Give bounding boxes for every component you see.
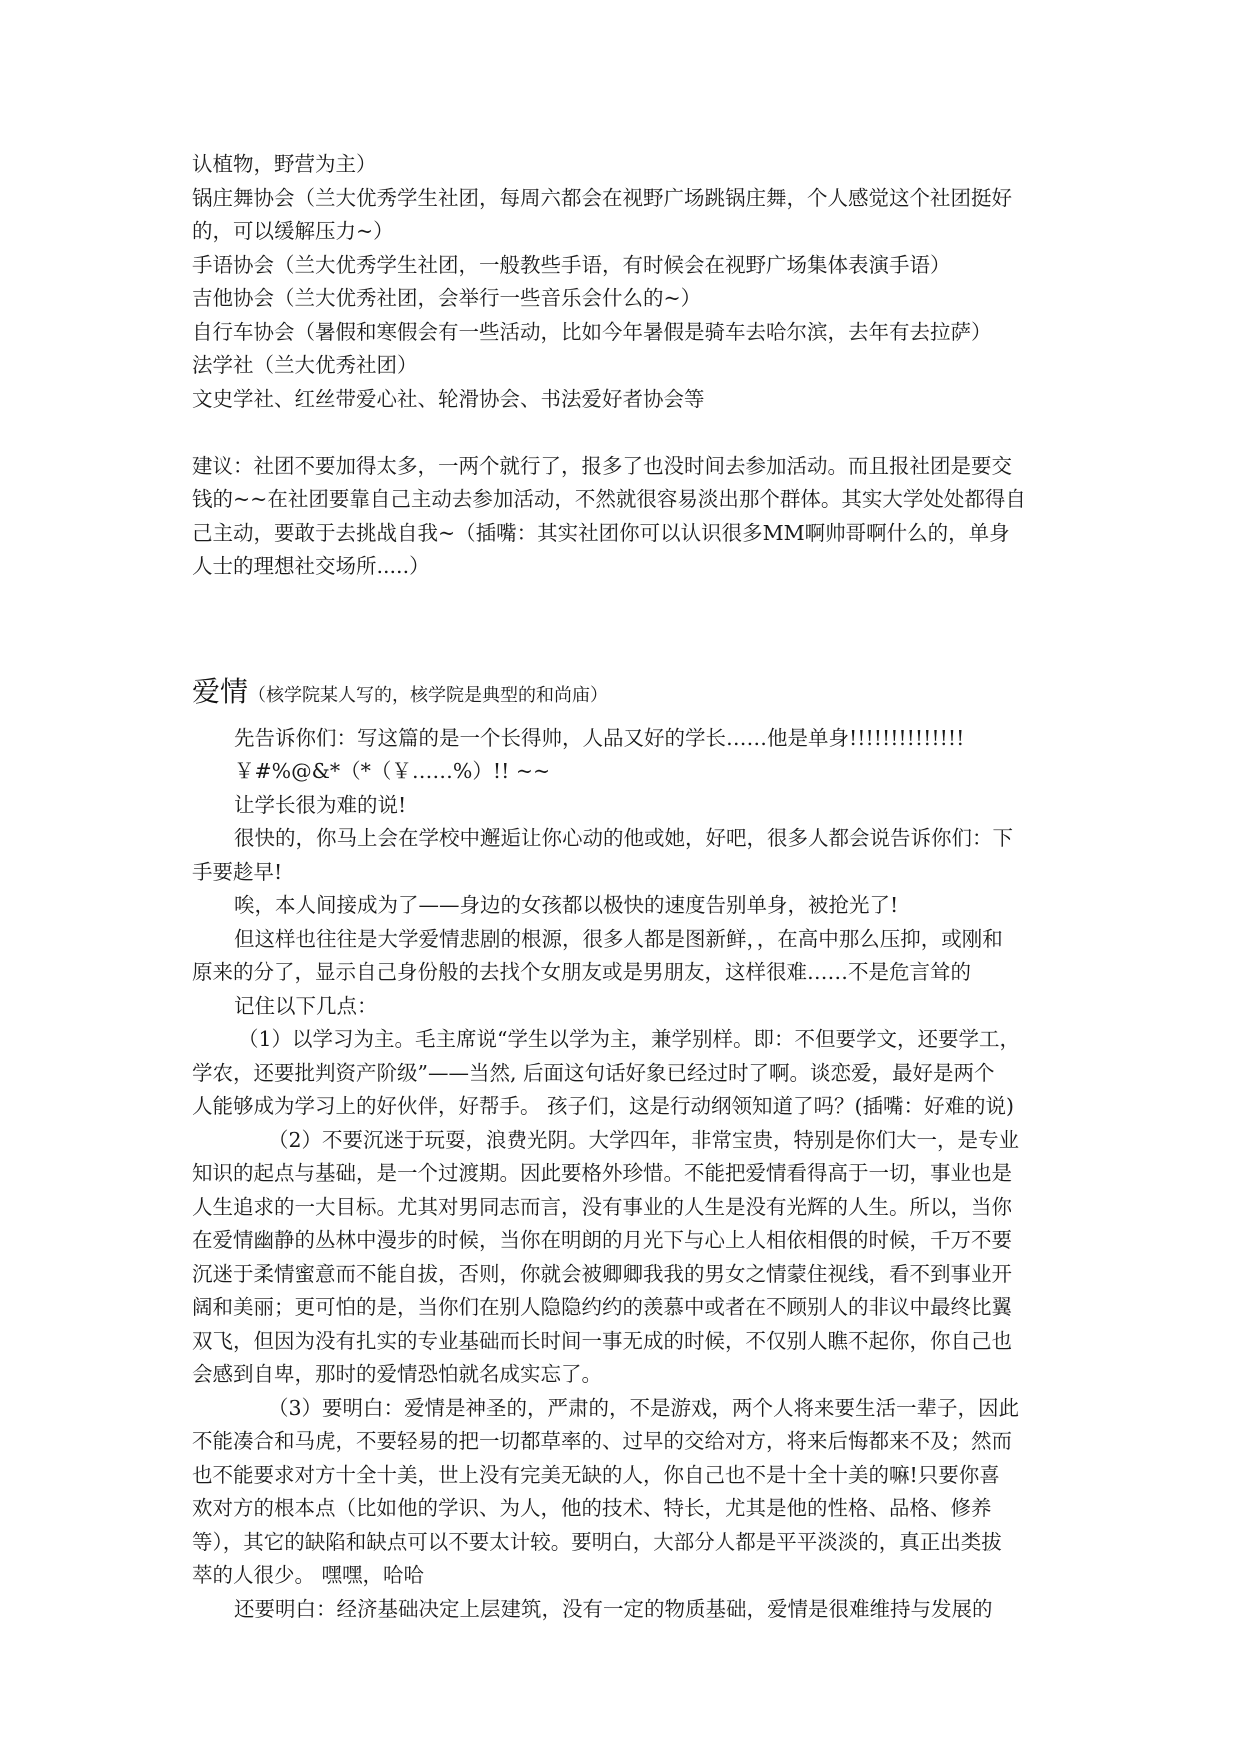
club-line: 的，可以缓解压力~） bbox=[192, 219, 394, 243]
point-line: 学农，还要批判资产阶级”——当然, 后面这句话好象已经过时了啊。谈恋爱，最好是两个 bbox=[192, 1060, 995, 1085]
intro-line: 让学长很为难的说! bbox=[234, 792, 407, 817]
point-line: （1）以学习为主。毛主席说“学生以学为主，兼学别样。即：不但要学文，还要学工， bbox=[238, 1027, 1021, 1051]
point-line: 阔和美丽；更可怕的是，当你们在别人隐隐约约的羡慕中或者在不顾别人的非议中最终比翼 bbox=[192, 1295, 1012, 1319]
point-line: 双飞，但因为没有扎实的专业基础而长时间一事无成的时候，不仅别人瞧不起你，你自己也 bbox=[192, 1328, 1012, 1353]
club-line: 手语协会（兰大优秀学生社团，一般教些手语，有时候会在视野广场集体表演手语） bbox=[192, 252, 951, 277]
point-line: 人生追求的一大目标。尤其对男同志而言，没有事业的人生是没有光辉的人生。所以，当你 bbox=[192, 1194, 1012, 1219]
spacer bbox=[192, 584, 1060, 672]
intro-line: ￥#%@&*（*（￥……%）!! ~~ bbox=[234, 759, 551, 783]
point-line: 人能够成为学习上的好伙伴，好帮手。 孩子们，这是行动纲领知道了吗？(插嘴：好难的说) bbox=[192, 1094, 1015, 1118]
paragraph-line: 很快的，你马上会在学校中邂逅让你心动的他或她，好吧，很多人都会说告诉你们：下 bbox=[234, 826, 1013, 850]
point-line: 知识的起点与基础，是一个过渡期。因此要格外珍惜。不能把爱情看得高于一切，事业也是 bbox=[192, 1161, 1012, 1185]
point-line: （3）要明白：爱情是神圣的，严肃的，不是游戏，两个人将来要生活一辈子，因此 bbox=[268, 1395, 1020, 1420]
paragraph-line: 但这样也往往是大学爱情悲剧的根源，很多人都是图新鲜，，在高中那么压抑，或刚和 bbox=[234, 926, 1003, 951]
spacer bbox=[192, 416, 1060, 450]
point-line: 不能凑合和马虎，不要轻易的把一切都草率的、过早的交给对方，将来后悔都来不及；然而 bbox=[192, 1429, 1012, 1453]
paragraph-line: 原来的分了，显示自己身份般的去找个女朋友或是男朋友，这样很难……不是危言耸的 bbox=[192, 960, 971, 984]
advice-line: 钱的~~在社团要靠自己主动去参加活动，不然就很容易淡出那个群体。其实大学处处都得自 bbox=[192, 487, 1026, 511]
section-title: 爱情 bbox=[192, 674, 249, 708]
point-line: 会感到自卑，那时的爱情恐怕就名成实忘了。 bbox=[192, 1362, 602, 1386]
section-heading-row bbox=[192, 672, 1060, 716]
point-line: 等），其它的缺陷和缺点可以不要太计较。要明白，大部分人都是平平淡淡的，真正出类拔 bbox=[192, 1529, 1002, 1554]
point-line: 也不能要求对方十全十美，世上没有完美无缺的人，你自己也不是十全十美的嘛!只要你喜 bbox=[192, 1462, 1000, 1487]
point-line: 欢对方的根本点（比如他的学识、为人，他的技术、特长，尤其是他的性格、品格、修养 bbox=[192, 1496, 992, 1520]
advice-line: 建议：社团不要加得太多，一两个就行了，报多了也没时间去参加活动。而且报社团是要交 bbox=[192, 453, 1012, 478]
advice-line: 己主动，要敢于去挑战自我~（插嘴：其实社团你可以认识很多MM啊帅哥啊什么的，单身 bbox=[192, 520, 1010, 545]
club-line: 自行车协会（暑假和寒假会有一些活动，比如今年暑假是骑车去哈尔滨，去年有去拉萨） bbox=[192, 319, 992, 344]
point-line: 在爱情幽静的丛林中漫步的时候，当你在明朗的月光下与心上人相依相偎的时候，千万不要 bbox=[192, 1228, 1012, 1252]
section-note: （核学院某人写的，核学院是典型的和尚庙） bbox=[248, 684, 609, 706]
paragraph-line: 还要明白：经济基础决定上层建筑，没有一定的物质基础，爱情是很难维持与发展的 bbox=[234, 1596, 993, 1621]
point-line: 萃的人很少。 嘿嘿，哈哈 bbox=[192, 1563, 425, 1587]
club-line: 吉他协会（兰大优秀社团，会举行一些音乐会什么的~） bbox=[192, 286, 702, 310]
point-line: （2）不要沉迷于玩耍，浪费光阴。大学四年，非常宝贵，特别是你们大一，是专业 bbox=[268, 1127, 1020, 1152]
paragraph-line: 记住以下几点： bbox=[234, 993, 378, 1018]
club-line: 认植物，野营为主） bbox=[192, 152, 377, 176]
document-page bbox=[192, 148, 1060, 1626]
paragraph-line: 唉，本人间接成为了——身边的女孩都以极快的速度告别单身，被抢光了! bbox=[234, 893, 899, 917]
club-line: 文史学社、红丝带爱心社、轮滑协会、书法爱好者协会等 bbox=[192, 386, 705, 411]
intro-line: 先告诉你们：写这篇的是一个长得帅，人品又好的学长……他是单身!!!!!!!!!!!!!! bbox=[234, 725, 965, 750]
club-line: 锅庄舞协会（兰大优秀学生社团，每周六都会在视野广场跳锅庄舞，个人感觉这个社团挺好 bbox=[192, 185, 1012, 210]
paragraph-line: 手要趁早! bbox=[192, 859, 283, 884]
advice-line: 人士的理想社交场所.....） bbox=[192, 554, 430, 578]
club-line: 法学社（兰大优秀社团） bbox=[192, 353, 418, 377]
point-line: 沉迷于柔情蜜意而不能自拔，否则，你就会被卿卿我我的男女之情蒙住视线，看不到事业开 bbox=[192, 1261, 1012, 1286]
